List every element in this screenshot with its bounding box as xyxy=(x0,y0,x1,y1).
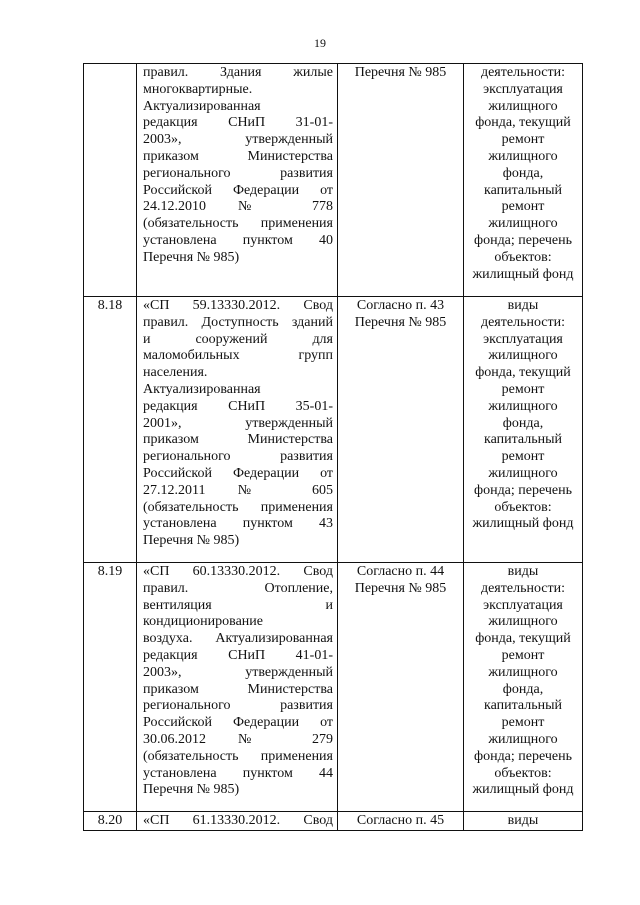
scope-line: жилищного xyxy=(488,98,558,114)
scope-line: ремонт xyxy=(501,381,545,397)
scope-line: деятельности: xyxy=(480,314,566,330)
scope-line: жилищный фонд xyxy=(472,516,574,532)
reference-line: Согласно п. 44 xyxy=(356,564,445,579)
reference-cell xyxy=(338,563,464,812)
document-name-cell xyxy=(137,812,338,831)
scope-line: фонда, текущий xyxy=(475,631,571,647)
document-name-cell xyxy=(137,563,338,812)
scope-line: ремонт xyxy=(501,132,545,148)
document-name-cell xyxy=(137,297,338,563)
row-number-cell: 8.20 xyxy=(84,812,137,831)
scope-line: эксплуатация xyxy=(483,81,563,97)
document-name-line: (обязательность применения xyxy=(143,216,333,232)
row-number-cell: 8.19 xyxy=(84,563,137,812)
scope-line: жилищного xyxy=(488,664,558,680)
document-name-line: Российской Федерации от xyxy=(143,465,333,481)
scope-line: фонда; перечень xyxy=(474,482,572,498)
document-name-line: 27.12.2011 № 605 xyxy=(143,482,333,498)
document-name-line: «СП 59.13330.2012. Свод xyxy=(143,298,333,313)
document-name-line: и сооружений для xyxy=(143,331,333,347)
reference-line: Согласно п. 45 xyxy=(356,813,445,828)
scope-line: ремонт xyxy=(501,449,545,465)
document-name-line: (обязательность применения xyxy=(143,748,333,764)
scope-cell xyxy=(464,297,583,563)
scope-line: жилищного xyxy=(488,465,558,481)
document-name-line: 2003», утвержденный xyxy=(143,664,333,680)
scope-line: виды xyxy=(507,813,539,828)
scope-line: жилищного xyxy=(488,148,558,164)
regulations-table-body xyxy=(84,64,583,831)
document-name-line: приказом Министерства xyxy=(143,148,333,164)
document-name-line: Перечня № 985) xyxy=(143,533,240,549)
scope-line: виды xyxy=(507,298,539,313)
scope-line: фонда; перечень xyxy=(474,232,572,248)
scope-line: объектов: xyxy=(494,765,552,781)
document-name-line: Актуализированная xyxy=(143,98,261,114)
document-name-line: (обязательность применения xyxy=(143,499,333,515)
document-name-line: вентиляция и xyxy=(143,597,333,613)
table-row xyxy=(84,297,583,563)
scope-line: жилищного xyxy=(488,216,558,232)
document-name-line: 24.12.2010 № 778 xyxy=(143,199,333,215)
scope-line: фонда, xyxy=(502,415,544,431)
document-name-line: 30.06.2012 № 279 xyxy=(143,731,333,747)
document-name-cell xyxy=(137,64,338,297)
document-name-line: правил. Здания жилые xyxy=(143,65,333,80)
table-row xyxy=(84,812,583,831)
scope-cell xyxy=(464,563,583,812)
scope-line: жилищный фонд xyxy=(472,266,574,282)
scope-line: жилищного xyxy=(488,614,558,630)
scope-line: деятельности: xyxy=(480,65,566,80)
scope-line: фонда, текущий xyxy=(475,115,571,131)
page-number: 19 xyxy=(314,36,326,50)
document-name-line: 2001», утвержденный xyxy=(143,415,333,431)
document-name-line: воздуха. Актуализированная xyxy=(143,631,333,647)
document-name-line: многоквартирные. xyxy=(143,81,253,97)
document-name-line: маломобильных групп xyxy=(143,348,333,364)
scope-line: ремонт xyxy=(501,647,545,663)
document-name-line: правил. Отопление, xyxy=(143,580,333,596)
document-name-line: редакция СНиП 35-01- xyxy=(143,398,333,414)
document-name-line: установлена пунктом 44 xyxy=(143,765,333,781)
regulations-table xyxy=(83,63,583,831)
scope-line: объектов: xyxy=(494,499,552,515)
reference-cell xyxy=(338,812,464,831)
table-row xyxy=(84,563,583,812)
scope-line: ремонт xyxy=(501,715,545,731)
reference-cell xyxy=(338,297,464,563)
scope-line: деятельности: xyxy=(480,580,566,596)
document-name-line: населения. xyxy=(143,365,208,381)
document-name-line: Перечня № 985) xyxy=(143,249,240,265)
scope-line: жилищный фонд xyxy=(472,782,574,798)
scope-line: капитальный xyxy=(484,698,562,714)
document-name-line: установлена пунктом 43 xyxy=(143,516,333,532)
scope-line: фонда, xyxy=(502,165,544,181)
document-name-line: «СП 60.13330.2012. Свод xyxy=(143,564,333,579)
scope-line: виды xyxy=(507,564,539,579)
document-name-line: приказом Министерства xyxy=(143,681,333,697)
document-name-line: «СП 61.13330.2012. Свод xyxy=(143,813,333,828)
reference-line: Перечня № 985 xyxy=(354,314,447,330)
scope-cell xyxy=(464,64,583,297)
document-name-line: регионального развития xyxy=(143,698,333,714)
document-name-line: 2003», утвержденный xyxy=(143,132,333,148)
scope-line: жилищного xyxy=(488,731,558,747)
document-name-line: редакция СНиП 31-01- xyxy=(143,115,333,131)
scope-line: объектов: xyxy=(494,249,552,265)
document-name-line: Российской Федерации от xyxy=(143,182,333,198)
document-name-line: приказом Министерства xyxy=(143,432,333,448)
document-name-line: регионального развития xyxy=(143,449,333,465)
reference-line: Перечня № 985 xyxy=(354,580,447,596)
scope-line: фонда; перечень xyxy=(474,748,572,764)
document-name-line: правил. Доступность зданий xyxy=(143,314,333,330)
document-name-line: Перечня № 985) xyxy=(143,782,240,798)
row-number-cell: 8.18 xyxy=(84,297,137,563)
scope-line: фонда, текущий xyxy=(475,365,571,381)
document-name-line: кондиционирование xyxy=(143,614,264,630)
scope-line: фонда, xyxy=(502,681,544,697)
scope-line: капитальный xyxy=(484,432,562,448)
reference-line: Перечня № 985 xyxy=(354,65,447,80)
document-name-line: установлена пунктом 40 xyxy=(143,232,333,248)
reference-cell xyxy=(338,64,464,297)
scope-line: эксплуатация xyxy=(483,597,563,613)
scope-line: ремонт xyxy=(501,199,545,215)
scope-cell xyxy=(464,812,583,831)
table-row xyxy=(84,64,583,297)
document-name-line: Российской Федерации от xyxy=(143,715,333,731)
scope-line: капитальный xyxy=(484,182,562,198)
scope-line: эксплуатация xyxy=(483,331,563,347)
row-number-cell xyxy=(84,64,137,297)
scope-line: жилищного xyxy=(488,348,558,364)
document-name-line: регионального развития xyxy=(143,165,333,181)
document-name-line: редакция СНиП 41-01- xyxy=(143,647,333,663)
reference-line: Согласно п. 43 xyxy=(356,298,445,313)
document-name-line: Актуализированная xyxy=(143,381,261,397)
scope-line: жилищного xyxy=(488,398,558,414)
